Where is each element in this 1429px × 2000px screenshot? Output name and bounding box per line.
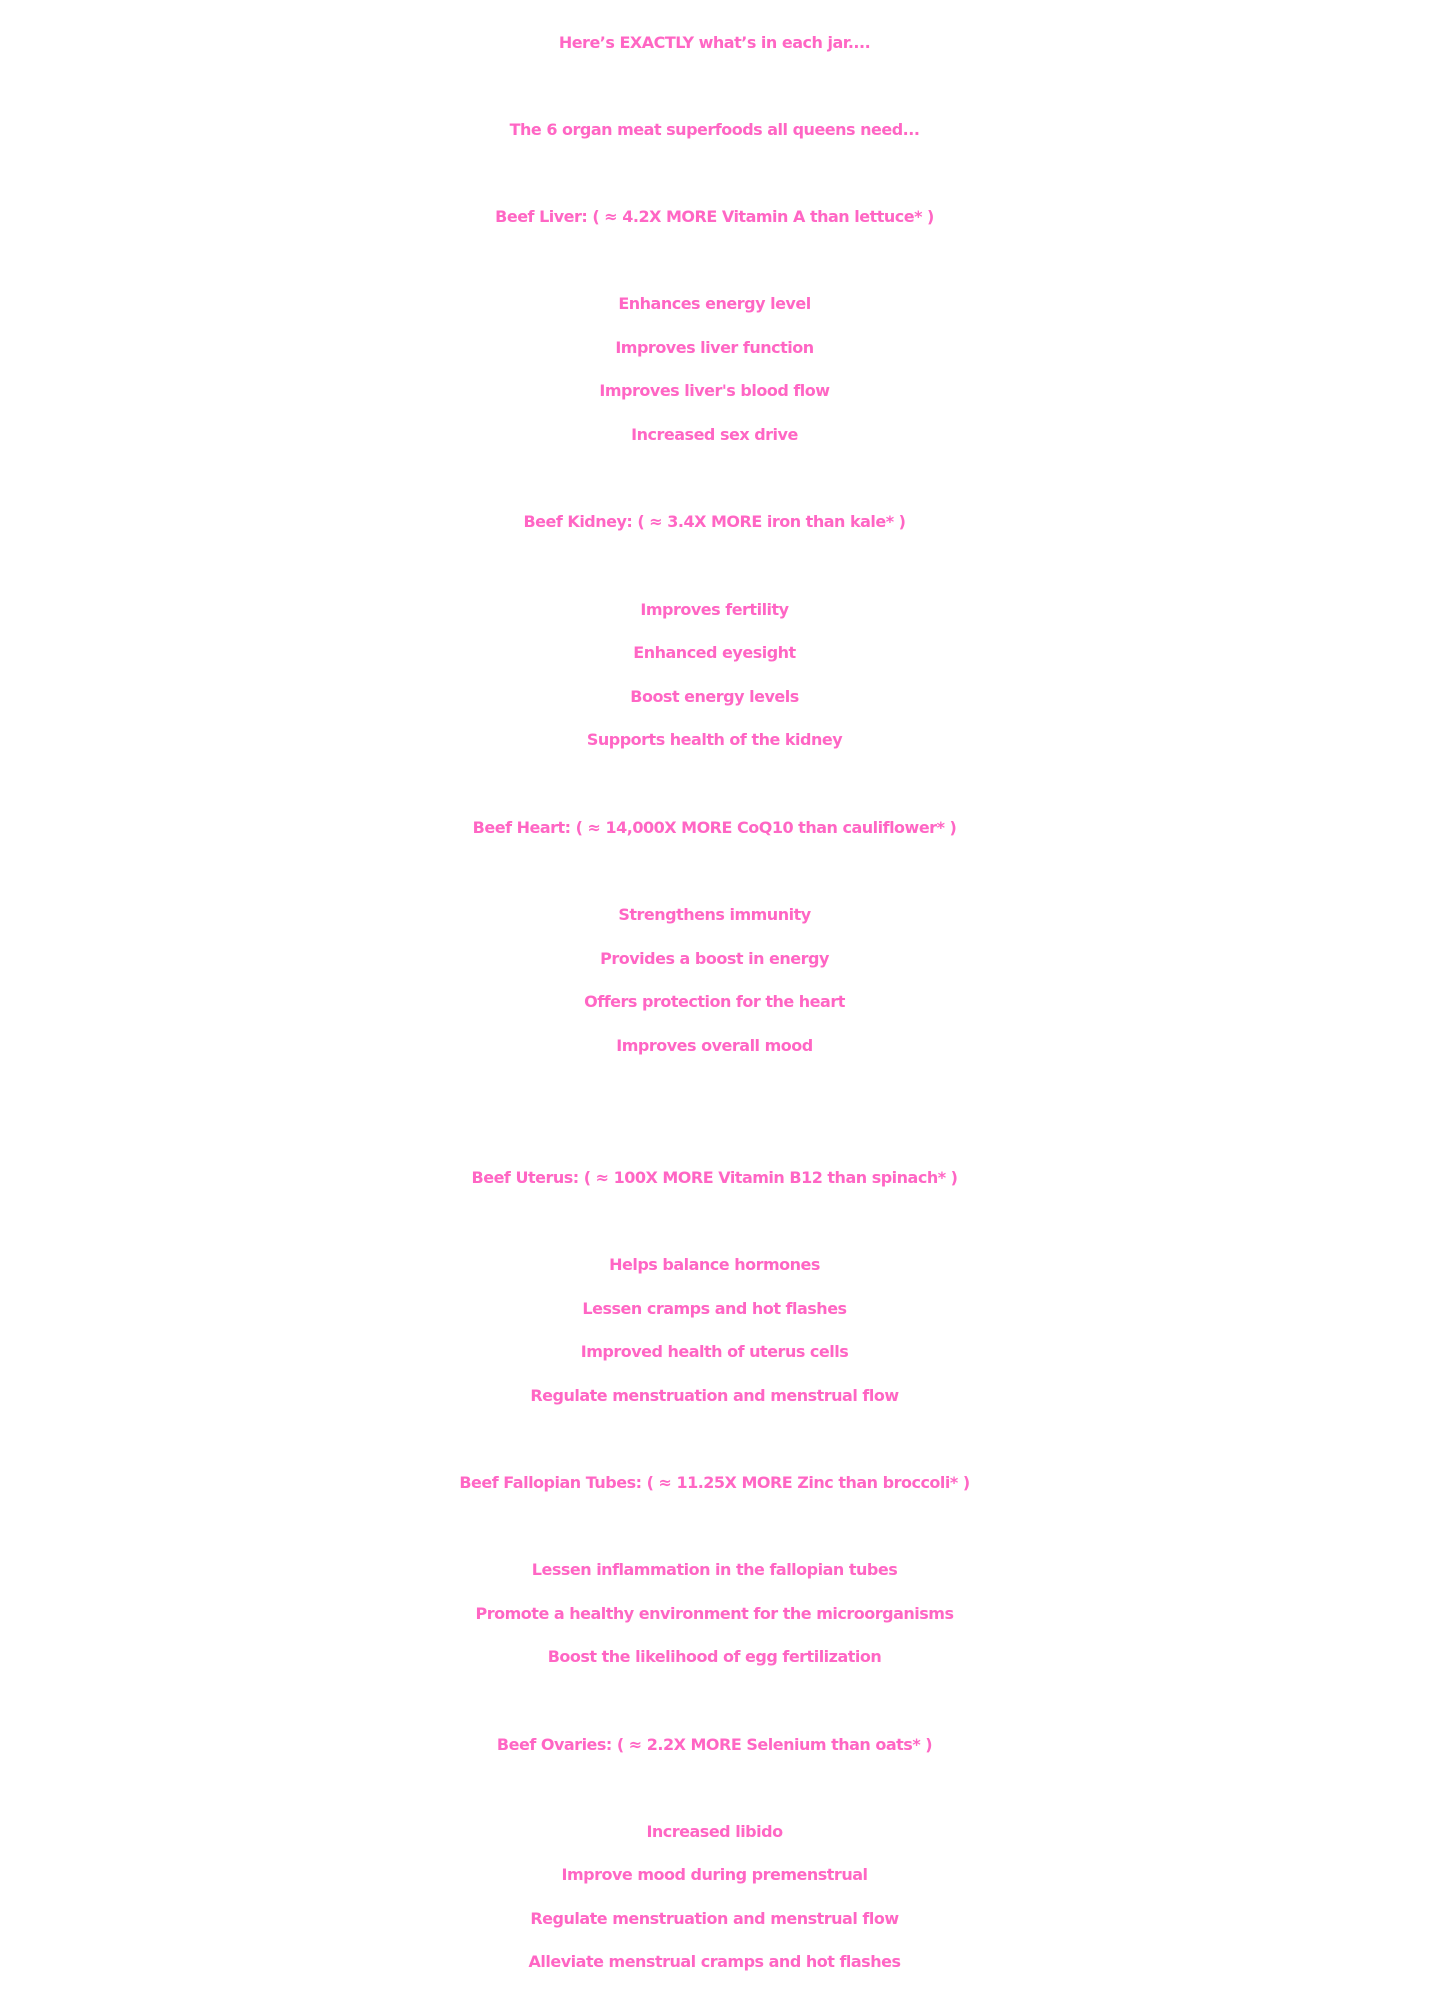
section-heading-beef-ovaries: Beef Ovaries: ( ≈ 2.2X MORE Selenium than oats* ) — [496, 1735, 933, 1754]
benefit-item: Improve mood during premenstrual — [561, 1865, 868, 1884]
benefit-item: Improves overall mood — [616, 1036, 813, 1055]
benefit-item: Enhanced eyesight — [633, 643, 796, 662]
benefit-item: Boost energy levels — [630, 687, 799, 706]
benefit-item: Enhances energy level — [618, 294, 811, 313]
benefit-item: Lessen inflammation in the fallopian tubes — [531, 1560, 898, 1579]
section-heading-beef-heart: Beef Heart: ( ≈ 14,000X MORE CoQ10 than cauliflower* ) — [472, 818, 957, 837]
intro-subtitle: The 6 organ meat superfoods all queens need... — [509, 120, 920, 139]
benefit-item: Improves liver function — [615, 338, 814, 357]
benefit-item: Improves fertility — [640, 600, 789, 619]
section-heading-beef-fallopian-tubes: Beef Fallopian Tubes: ( ≈ 11.25X MORE Zinc than broccoli* ) — [459, 1473, 970, 1492]
benefit-item: Increased libido — [646, 1822, 783, 1841]
benefit-item: Increased sex drive — [631, 425, 798, 444]
benefit-item: Boost the likelihood of egg fertilization — [547, 1647, 882, 1666]
benefit-item: Regulate menstruation and menstrual flow — [530, 1909, 899, 1928]
benefit-item: Promote a healthy environment for the microorganisms — [475, 1604, 954, 1623]
benefit-item: Alleviate menstrual cramps and hot flashes — [528, 1952, 901, 1971]
benefit-item: Supports health of the kidney — [586, 730, 843, 749]
benefit-item: Lessen cramps and hot flashes — [582, 1299, 847, 1318]
benefit-item: Helps balance hormones — [609, 1255, 820, 1274]
benefit-item: Provides a boost in energy — [600, 949, 829, 968]
benefit-item: Regulate menstruation and menstrual flow — [530, 1386, 899, 1405]
intro-line: Here’s EXACTLY what’s in each jar.... — [558, 33, 871, 52]
section-heading-beef-liver: Beef Liver: ( ≈ 4.2X MORE Vitamin A than lettuce* ) — [495, 207, 934, 226]
section-heading-beef-kidney: Beef Kidney: ( ≈ 3.4X MORE iron than kale* ) — [523, 512, 906, 531]
benefit-item: Improved health of uterus cells — [580, 1342, 849, 1361]
benefit-item: Offers protection for the heart — [584, 992, 845, 1011]
benefit-item: Strengthens immunity — [618, 905, 811, 924]
section-heading-beef-uterus: Beef Uterus: ( ≈ 100X MORE Vitamin B12 than spinach* ) — [471, 1168, 958, 1187]
benefit-item: Improves liver's blood flow — [599, 381, 830, 400]
